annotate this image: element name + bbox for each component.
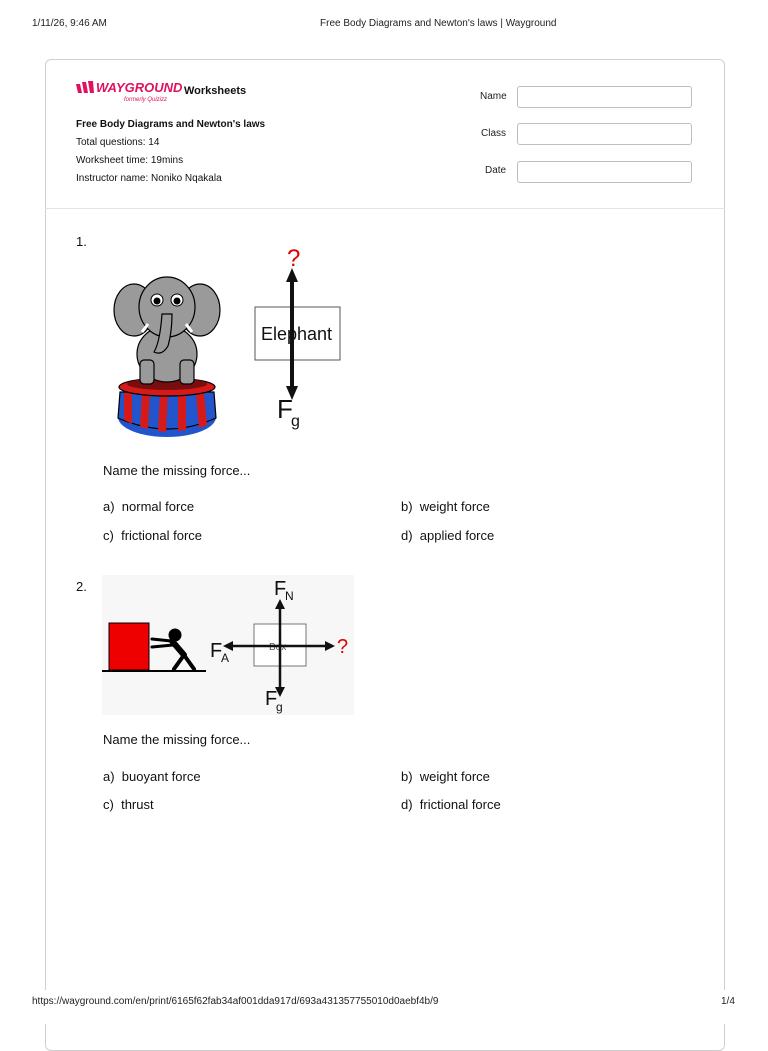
header-divider <box>45 208 725 209</box>
q1-option-b[interactable] <box>401 499 490 514</box>
force-a-sub: A <box>221 651 230 665</box>
name-field[interactable] <box>517 86 692 108</box>
elephant-illustration <box>112 272 222 442</box>
question-2-number: 2. <box>76 579 87 594</box>
total-questions: Total questions: 14 <box>76 137 160 148</box>
q2-option-d[interactable] <box>401 797 501 812</box>
print-url: https://wayground.com/en/print/6165f62fab34af001dda917d/693a431357755010d0aebf4b/9 <box>32 996 439 1007</box>
unknown-force-mark: ? <box>337 636 349 658</box>
name-label: Name <box>480 91 507 102</box>
brand-name: WAYGROUND <box>96 80 183 95</box>
date-field[interactable] <box>517 161 692 183</box>
class-label: Class <box>481 128 507 139</box>
q1-option-c[interactable] <box>103 528 202 543</box>
option-text: thrust <box>121 797 154 812</box>
unknown-force-mark: ? <box>287 245 301 272</box>
option-text: frictional force <box>121 528 202 543</box>
q1-option-a[interactable] <box>103 499 194 514</box>
option-text: applied force <box>419 528 495 543</box>
q2-option-b[interactable] <box>401 769 490 784</box>
option-text: buoyant force <box>121 769 201 784</box>
option-letter: c) <box>103 797 114 812</box>
q2-option-c[interactable] <box>103 797 154 812</box>
date-label: Date <box>485 165 507 176</box>
brand-subtitle: formerly Quizizz <box>124 97 168 103</box>
option-letter: b) <box>401 499 413 514</box>
option-text: weight force <box>419 499 490 514</box>
print-page-number: 1/4 <box>721 996 735 1007</box>
option-letter: d) <box>401 797 413 812</box>
force-n-sub: N <box>285 589 294 603</box>
option-text: frictional force <box>419 797 501 812</box>
question-2-prompt: Name the missing force... <box>103 732 251 747</box>
force-g-sub: g <box>291 413 300 430</box>
force-g-main: F <box>277 394 293 424</box>
option-letter: a) <box>103 769 115 784</box>
force-g-main: F <box>265 688 278 710</box>
option-letter: b) <box>401 769 413 784</box>
option-letter: c) <box>103 528 114 543</box>
option-text: weight force <box>419 769 490 784</box>
question-1-number: 1. <box>76 234 87 249</box>
box-label: Box <box>269 642 287 653</box>
elephant-box-label: Elephant <box>261 324 333 344</box>
instructor-name: Instructor name: Noniko Nqakala <box>76 173 222 184</box>
q1-option-d[interactable] <box>401 528 494 543</box>
force-n-main: F <box>274 578 287 600</box>
section-label: Worksheets <box>184 85 247 97</box>
worksheet-time: Worksheet time: 19mins <box>76 155 184 166</box>
worksheet-title: Free Body Diagrams and Newton's laws <box>76 119 266 130</box>
force-g-sub: g <box>276 700 283 714</box>
print-datetime: 1/11/26, 9:46 AM <box>32 18 107 29</box>
option-text: normal force <box>121 499 195 514</box>
option-letter: a) <box>103 499 115 514</box>
question-1-free-body-diagram <box>250 240 350 430</box>
q2-option-a[interactable] <box>103 769 201 784</box>
wayground-logo-icon <box>76 81 96 95</box>
force-a-main: F <box>210 640 223 662</box>
question-1-prompt: Name the missing force... <box>103 463 251 478</box>
question-2-illustration <box>102 575 354 715</box>
print-page-title: Free Body Diagrams and Newton's laws | Wayground <box>320 18 557 29</box>
option-letter: d) <box>401 528 413 543</box>
red-crate <box>109 623 149 670</box>
class-field[interactable] <box>517 123 692 145</box>
